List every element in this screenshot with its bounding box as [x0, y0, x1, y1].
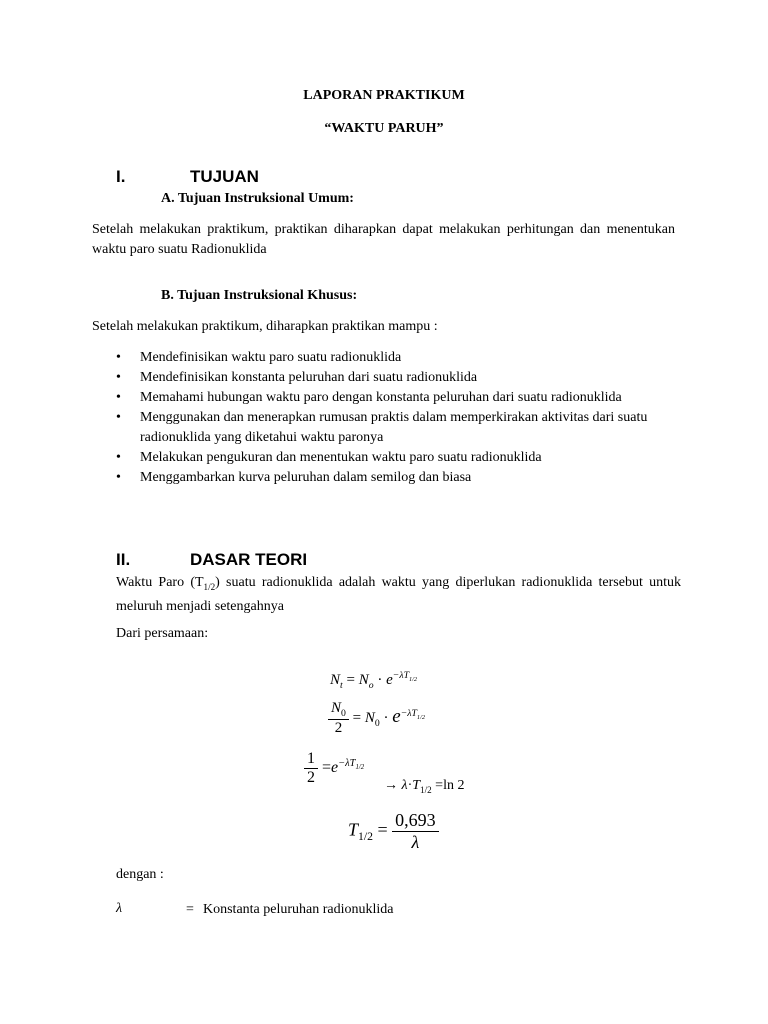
- eq1-exponent-sub: 1/2: [409, 675, 418, 683]
- eq2-fraction: [328, 700, 349, 737]
- paragraph-dasar-teori: [116, 573, 681, 617]
- eq3-denominator: 2: [304, 768, 318, 787]
- arrow-icon: →: [384, 778, 398, 793]
- eq1-e: e: [386, 672, 393, 688]
- eq3-numerator: 1: [307, 750, 315, 767]
- list-item: • Mendefinisikan konstanta peluruhan dari suatu radionuklida: [116, 368, 678, 388]
- equation-half-initial: [328, 700, 425, 737]
- eq2-numerator: N: [331, 700, 342, 716]
- eq4-lambda: λ: [401, 778, 408, 793]
- eq5-lhs-sub: 1/2: [358, 830, 373, 844]
- list-item: • Menggambarkan kurva peluruhan dalam semilog dan biasa: [116, 468, 678, 488]
- eq4-t: T: [412, 778, 421, 793]
- list-item: • Memahami hubungan waktu paro dengan konstanta peluruhan dari suatu radionuklida: [116, 388, 678, 408]
- eq5-lhs: T: [348, 819, 359, 840]
- eq3-exponent: −λT: [338, 757, 356, 769]
- subheading-tujuan-umum: A. Tujuan Instruksional Umum:: [161, 191, 354, 206]
- eq4-rhs: ln 2: [443, 778, 465, 793]
- eq3-exponent-sub: 1/2: [355, 763, 365, 771]
- para-suffix: ) suatu radionuklida adalah waktu yang diperlukan radionuklida tersebut untuk meluruh menjadi setengahnya: [116, 575, 681, 614]
- eq2-e: e: [392, 705, 401, 727]
- eq5-numerator: 0,693: [395, 810, 436, 830]
- document-title: LAPORAN PRAKTIKUM: [303, 88, 465, 103]
- eq3-e: e: [331, 759, 339, 777]
- eq2-numerator-sub: 0: [341, 708, 346, 719]
- eq1-rhs: N: [358, 672, 369, 688]
- eq3-fraction: [304, 750, 318, 787]
- eq1-exponent: −λT: [392, 670, 409, 681]
- eq2-denominator: 2: [328, 719, 349, 737]
- paragraph-tujuan-umum: Setelah melakukan praktikum, praktikan diharapkan dapat melakukan perhitungan dan menentukan waktu paro suatu Radionuklida: [92, 222, 675, 257]
- definition-text: Konstanta peluruhan radionuklida: [203, 902, 394, 917]
- eq2-equals: =: [352, 709, 362, 726]
- eq1-dot: ·: [377, 672, 383, 688]
- eq2-exponent-sub: 1/2: [416, 713, 426, 721]
- eq5-fraction: [392, 810, 439, 853]
- equation-half-life: [348, 810, 439, 853]
- eq2-exponent: −λT: [400, 707, 417, 719]
- eq1-lhs: N: [330, 672, 341, 688]
- definition-equals: =: [186, 902, 194, 917]
- eq1-rhs-sub: o: [368, 680, 374, 691]
- eq5-denominator: λ: [392, 831, 439, 853]
- eq4-dot: ·: [407, 778, 413, 793]
- section-number: I.: [116, 167, 126, 186]
- section-number: II.: [116, 550, 131, 569]
- eq2-rhs: N: [364, 709, 375, 726]
- list-item: • Menggunakan dan menerapkan rumusan praktis dalam memperkirakan aktivitas dari suatu radionuklida yang diketahui waktu paronya: [116, 408, 678, 448]
- equation-half-ratio: [304, 750, 364, 787]
- eq3-equals: =: [322, 759, 332, 777]
- para-prefix: Waktu Paro (T: [116, 575, 204, 590]
- eq2-rhs-sub: 0: [374, 717, 380, 729]
- equation-decay-law: [330, 670, 417, 691]
- subheading-tujuan-khusus: B. Tujuan Instruksional Khusus:: [161, 288, 358, 303]
- section-title: DASAR TEORI: [190, 550, 308, 569]
- eq5-equals: =: [377, 819, 388, 840]
- objectives-list: [116, 348, 678, 488]
- eq2-dot: ·: [383, 709, 389, 726]
- dengan-label: dengan :: [116, 867, 164, 882]
- list-item: • Mendefinisikan waktu paro suatu radionuklida: [116, 348, 678, 368]
- definition-symbol: λ: [116, 901, 123, 916]
- section-heading-tujuan: [116, 167, 416, 189]
- section-heading-dasar-teori: [116, 550, 416, 572]
- para-subscript: 1/2: [203, 581, 216, 592]
- eq1-equals: =: [346, 672, 355, 688]
- paragraph-tujuan-khusus: Setelah melakukan praktikum, diharapkan praktikan mampu :: [92, 319, 438, 334]
- section-title: TUJUAN: [190, 167, 259, 186]
- eq1-lhs-sub: t: [340, 680, 343, 691]
- document-subtitle: “WAKTU PARUH”: [324, 121, 444, 136]
- eq4-equals: =: [435, 778, 444, 793]
- dari-persamaan-label: Dari persamaan:: [116, 626, 209, 641]
- equation-lambda-ln2: [384, 778, 464, 795]
- eq4-t-sub: 1/2: [420, 784, 432, 795]
- list-item: • Melakukan pengukuran dan menentukan waktu paro suatu radionuklida: [116, 448, 678, 468]
